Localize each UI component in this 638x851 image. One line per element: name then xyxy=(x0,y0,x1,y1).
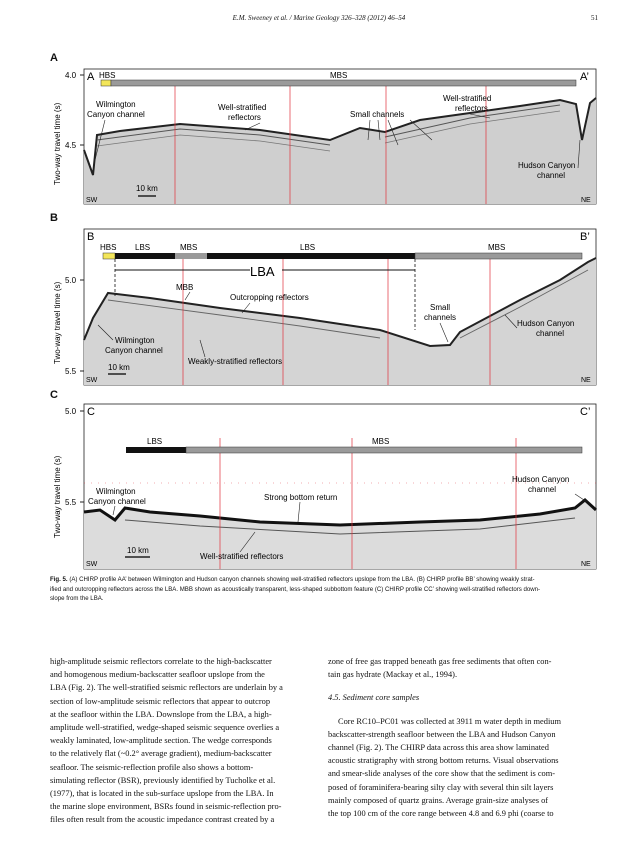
text-line: to the relatively flat (~0.2° average gradient), medium-backscatter xyxy=(50,749,272,759)
text-line: at the seafloor within the LBA. Downslope from the LBA, a high- xyxy=(50,709,272,719)
annotation: channel xyxy=(528,485,557,494)
lbs-bar xyxy=(126,447,186,453)
annotation: channel xyxy=(536,329,565,338)
annotation: Weakly-stratified reflectors xyxy=(188,357,283,366)
text-line: mainly composed of quartz grains. Average grain-size analyses of xyxy=(328,795,549,805)
journal-citation: E.M. Sweeney et al. / Marine Geology 326–328 (2012) 46–54 xyxy=(232,14,406,22)
annotation: Canyon channel xyxy=(88,497,146,506)
page-number: 51 xyxy=(591,14,598,22)
text-line: seafloor. The seismic-reflection profile also shows a bottom- xyxy=(50,762,254,772)
bar-label: LBS xyxy=(300,243,316,252)
text-line: amplitude well-stratified, wedge-shaped seismic sequence overlies a xyxy=(50,723,280,733)
mbs-bar xyxy=(175,253,207,259)
text-line: channel (Fig. 2). The CHIRP data across this area show laminated xyxy=(328,743,549,753)
lbs-bar xyxy=(207,253,415,259)
annotation: Wilmington xyxy=(96,487,136,496)
profile-end-label: B’ xyxy=(580,231,590,243)
y-axis-label: Two-way travel time (s) xyxy=(53,455,62,538)
annotation: Well-stratified xyxy=(218,103,267,112)
text-line: zone of free gas trapped beneath gas free sediments that often con- xyxy=(328,657,552,666)
tick-label: 5.0 xyxy=(65,276,77,285)
text-line: (1977), that is located in the sub-surface upslope from the LBA. In xyxy=(50,789,274,799)
body-column-right xyxy=(328,655,593,820)
caption-line: (A) CHIRP profile AA’ between Wilmington and Hudson canyon channels showing well-stratified reflectors upslope from the LBA. (B) CHIRP profile BB’ showing weakly strat- xyxy=(69,576,535,583)
section-heading: 4.5. Sediment core samples xyxy=(328,693,420,703)
corner-ne: NE xyxy=(581,561,591,568)
tick-label: 4.0 xyxy=(65,71,77,80)
panel-c xyxy=(65,404,596,569)
text-line: tain gas hydrate (Mackay et al., 1994). xyxy=(328,670,458,680)
text-line: files often result from the acoustic impedance contrast created by a xyxy=(50,815,275,825)
mbs-bar xyxy=(186,447,582,453)
profile-end-label: C’ xyxy=(580,406,591,418)
hbs-bar xyxy=(101,80,111,86)
annotation: channels xyxy=(424,313,457,322)
text-line: LBA (Fig. 2). The well-stratified seismic reflectors are underlain by a xyxy=(50,683,283,693)
hbs-bar xyxy=(103,253,115,259)
tick-label: 5.5 xyxy=(65,498,77,507)
text-line: the marine slope environment, BSRs found in seismic-reflection pro- xyxy=(50,802,282,812)
annotation: Hudson Canyon xyxy=(518,161,576,170)
panel-label-c: C xyxy=(50,389,58,401)
bar-label-hbs: HBS xyxy=(99,71,116,80)
corner-sw: SW xyxy=(86,197,98,204)
corner-sw: SW xyxy=(86,377,98,384)
annotation: reflectors xyxy=(228,113,261,122)
tick-label: 5.5 xyxy=(65,367,77,376)
annotation: Canyon channel xyxy=(105,346,163,355)
bar-label-mbs: MBS xyxy=(330,71,348,80)
annotation: MBB xyxy=(176,283,194,292)
scale-label: 10 km xyxy=(136,184,158,193)
scale-label: 10 km xyxy=(108,363,130,372)
annotation: Hudson Canyon xyxy=(517,319,575,328)
annotation: Strong bottom return xyxy=(264,493,338,502)
corner-ne: NE xyxy=(581,197,591,204)
annotation: Outcropping reflectors xyxy=(230,293,309,302)
annotation: reflectors xyxy=(455,104,488,113)
text-line: acoustic stratigraphy with strong bottom returns. Visual observations xyxy=(328,756,559,766)
caption-label: Fig. 5. xyxy=(50,576,68,583)
corner-ne: NE xyxy=(581,377,591,384)
text-line: posed of foraminifera-bearing silty clay with several thin silt layers xyxy=(328,782,554,792)
mbs-bar xyxy=(415,253,582,259)
annotation: Well-stratified reflectors xyxy=(200,552,284,561)
y-axis-label: Two-way travel time (s) xyxy=(53,281,62,364)
bar-label: HBS xyxy=(100,243,117,252)
caption-line: slope from the LBA. xyxy=(50,595,104,603)
bar-label: MBS xyxy=(372,437,390,446)
tick-label: 4.5 xyxy=(65,141,77,150)
lba-label: LBA xyxy=(250,264,275,279)
profile-end-label: A’ xyxy=(580,71,589,83)
panel-b xyxy=(65,229,596,385)
text-line: Core RC10–PC01 was collected at 3911 m water depth in medium xyxy=(338,716,561,726)
bar-label: LBS xyxy=(147,437,163,446)
caption-line: ified and outcropping reflectors across the LBA. MBB shown as acoustically transparent, less-shaped subbottom feature (C) CHIRP profile CC’ showing well-stratified reflectors down- xyxy=(50,585,541,593)
annotation: Small xyxy=(430,303,451,312)
scale-label: 10 km xyxy=(127,546,149,555)
annotation: Canyon channel xyxy=(87,110,145,119)
bar-label: MBS xyxy=(180,243,198,252)
panel-a xyxy=(65,69,596,204)
mbs-bar xyxy=(111,80,576,86)
annotation: Wilmington xyxy=(96,100,136,109)
annotation: Small channels xyxy=(350,110,405,119)
annotation: Wilmington xyxy=(115,336,155,345)
panel-label-b: B xyxy=(50,212,58,224)
body-column-left xyxy=(50,655,315,827)
lbs-bar xyxy=(115,253,175,259)
text-line: high-amplitude seismic reflectors correlate to the high-backscatter xyxy=(50,657,272,666)
profile-start-label: A xyxy=(87,71,95,83)
bar-label: MBS xyxy=(488,243,506,252)
tick-label: 5.0 xyxy=(65,407,77,416)
text-line: and smear-slide analyses of the core show that the sediment is com- xyxy=(328,769,556,779)
profile-start-label: B xyxy=(87,231,95,243)
profile-start-label: C xyxy=(87,406,95,418)
annotation: Hudson Canyon xyxy=(512,475,570,484)
text-line: simulating reflector (BSR), previously identified by Tucholke et al. xyxy=(50,775,276,785)
corner-sw: SW xyxy=(86,561,98,568)
text-line: backscatter-strength seafloor between the LBA and Hudson Canyon xyxy=(328,729,556,739)
annotation: channel xyxy=(537,171,566,180)
text-line: weakly laminated, low-amplitude section. The wedge corresponds xyxy=(50,736,272,746)
y-axis-label: Two-way travel time (s) xyxy=(53,102,62,185)
panel-label-a: A xyxy=(50,52,58,64)
text-line: section of low-amplitude seismic reflectors that appear to outcrop xyxy=(50,696,271,706)
text-line: the top 100 cm of the core range between 4.8 and 6.9 phi (coarse to xyxy=(328,809,554,819)
annotation: Well-stratified xyxy=(443,94,492,103)
bar-label: LBS xyxy=(135,243,151,252)
figure-caption xyxy=(50,575,595,604)
text-line: and homogenous medium-backscatter seafloor upslope from the xyxy=(50,670,265,680)
